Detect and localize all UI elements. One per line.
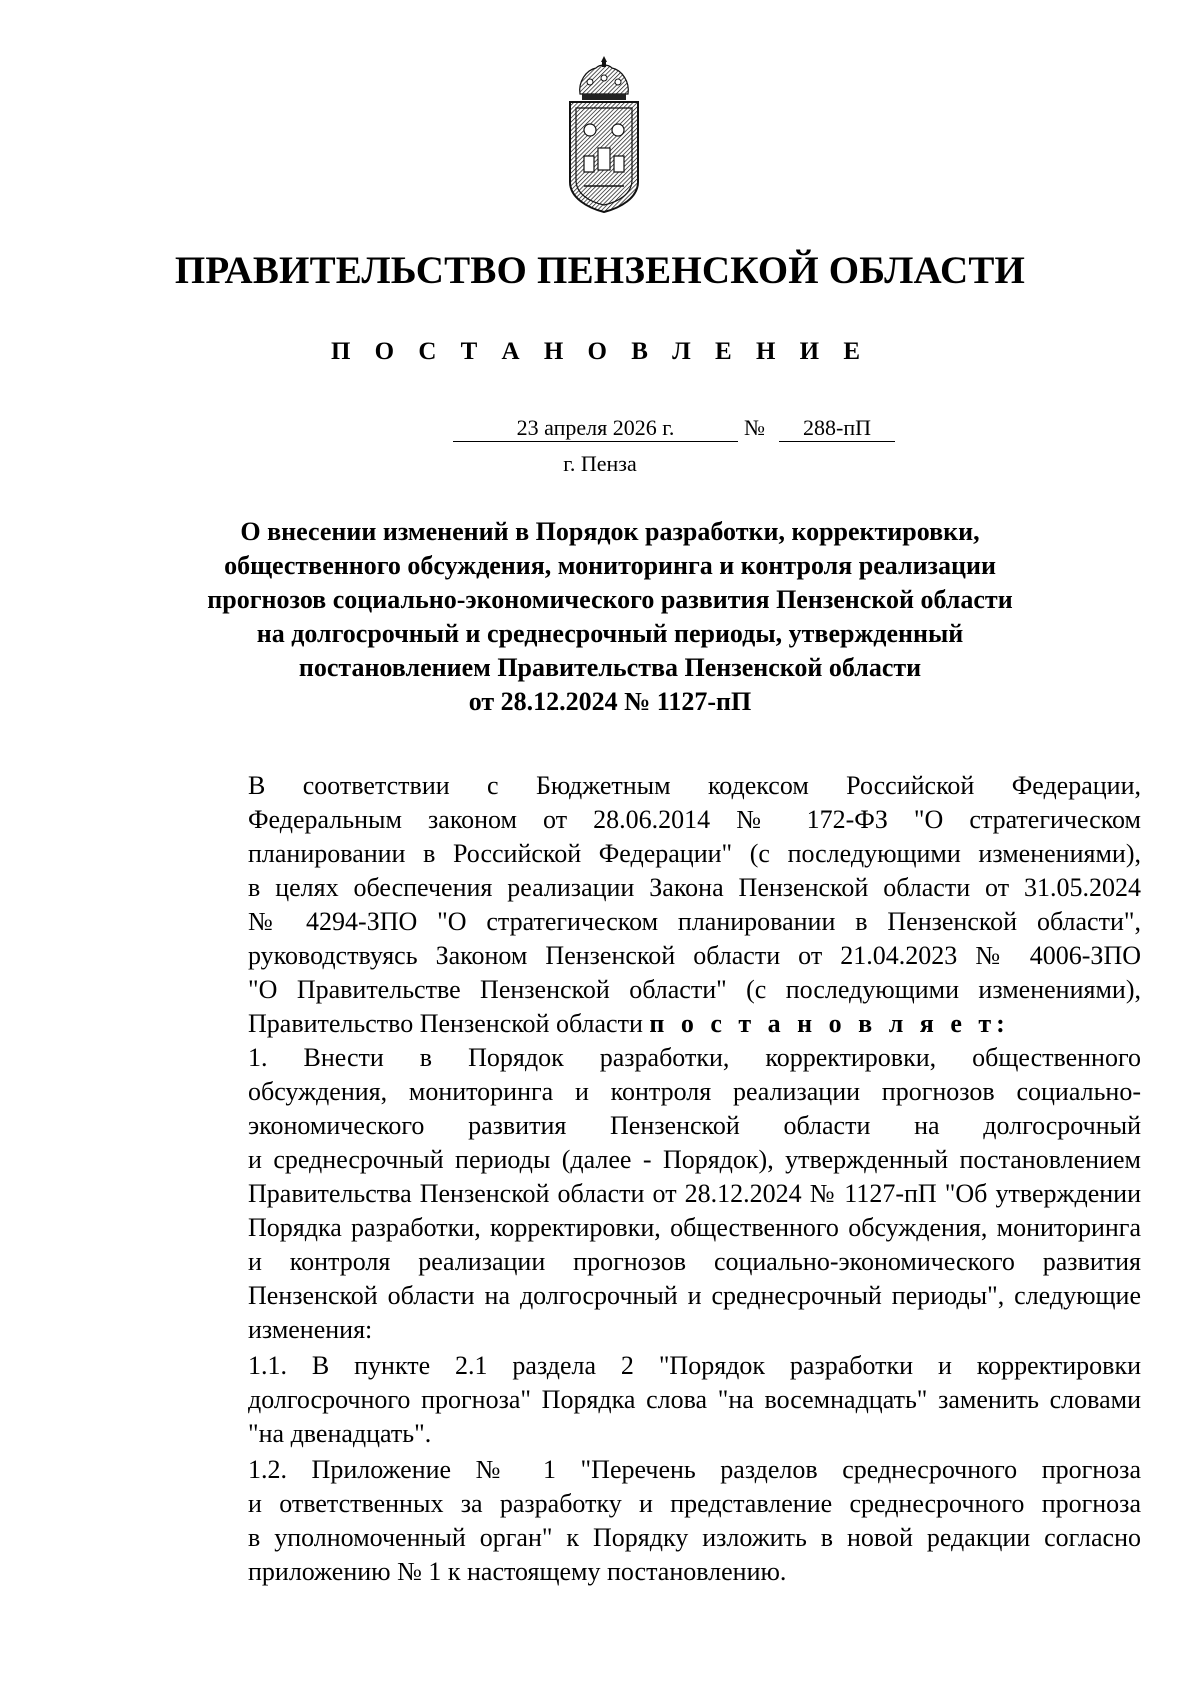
body-line: обсуждения, мониторинга и контроля реализации прогнозов социально- [248,1077,1141,1106]
subject-line: общественного обсуждения, мониторинга и контроля реализации [224,551,996,580]
body-line: приложению № 1 к настоящему постановлению. [248,1557,787,1586]
document-date: 23 апреля 2026 г. [516,415,675,440]
item-1-2-paragraph [171,1453,1141,1589]
body-line: и среднесрочный периоды (далее - Порядок), утвержденный постановлением [248,1145,1141,1174]
number-underline [779,441,895,442]
body-line: экономического развития Пензенской области на долгосрочный [248,1111,1141,1140]
body-line: Федеральным законом от 28.06.2014 № 172-ФЗ "О стратегическом [248,805,1141,834]
document-number: 288-пП [803,415,871,440]
city: г. Пенза [563,451,637,476]
body-line: в уполномоченный орган" к Порядку изложить в новой редакции согласно [248,1523,1141,1552]
body-line: планировании в Российской Федерации" (с последующими изменениями), [248,839,1141,868]
government-title: ПРАВИТЕЛЬСТВО ПЕНЗЕНСКОЙ ОБЛАСТИ [174,249,1026,292]
subject-line: прогнозов социально-экономического развития Пензенской области [207,585,1013,614]
body-line: Порядка разработки, корректировки, общественного обсуждения, мониторинга [248,1213,1141,1242]
item-1-1-paragraph [171,1349,1141,1451]
body-line: 1.2. Приложение № 1 "Перечень разделов среднесрочного прогноза [248,1455,1141,1484]
subject-line: О внесении изменений в Порядок разработки, корректировки, [240,517,980,546]
body-line: в целях обеспечения реализации Закона Пензенской области от 31.05.2024 [248,873,1141,902]
body-line: 1.1. В пункте 2.1 раздела 2 "Порядок разработки и корректировки [248,1351,1141,1380]
government-name: Правительство Пензенской области [248,1009,643,1038]
body-line: Правительства Пензенской области от 28.12.2024 № 1127-пП "Об утверждении [248,1179,1141,1208]
body-line: долгосрочного прогноза" Порядка слова "на восемнадцать" заменить словами [248,1385,1141,1414]
document-type: П О С Т А Н О В Л Е Н И Е [330,338,870,365]
number-sign: № [744,415,765,440]
body-line: В соответствии с Бюджетным кодексом Российской Федерации, [248,771,1141,800]
date-underline [453,441,738,442]
body-line: № 4294-ЗПО "О стратегическом планировании в Пензенской области", [248,907,1141,936]
document-subject [170,515,1050,719]
body-line: и контроля реализации прогнозов социально-экономического развития [248,1247,1141,1276]
subject-line: от 28.12.2024 № 1127-пП [468,687,752,716]
body-line: руководствуясь Законом Пензенской области от 21.04.2023 № 4006-ЗПО [248,941,1141,970]
subject-line: на долгосрочный и среднесрочный периоды, утвержденный [256,619,964,648]
body-line: "О Правительстве Пензенской области" (с последующими изменениями), [248,975,1141,1004]
body-line [171,1007,1141,1041]
subject-line: постановлением Правительства Пензенской области [298,653,922,682]
body-line: и ответственных за разработку и представление среднесрочного прогноза [248,1489,1141,1518]
preamble-paragraph [171,769,1141,1041]
body-line: Пензенской области на долгосрочный и среднесрочный периоды", следующие [248,1281,1141,1310]
body-line: изменения: [248,1315,373,1344]
document-body [171,769,1141,1589]
body-line: 1. Внести в Порядок разработки, корректировки, общественного [248,1043,1141,1072]
coat-of-arms-icon [560,52,648,216]
item-1-paragraph [171,1041,1141,1347]
resolves-word: п о с т а н о в л я е т: [649,1009,1010,1038]
body-line: "на двенадцать". [248,1419,432,1448]
